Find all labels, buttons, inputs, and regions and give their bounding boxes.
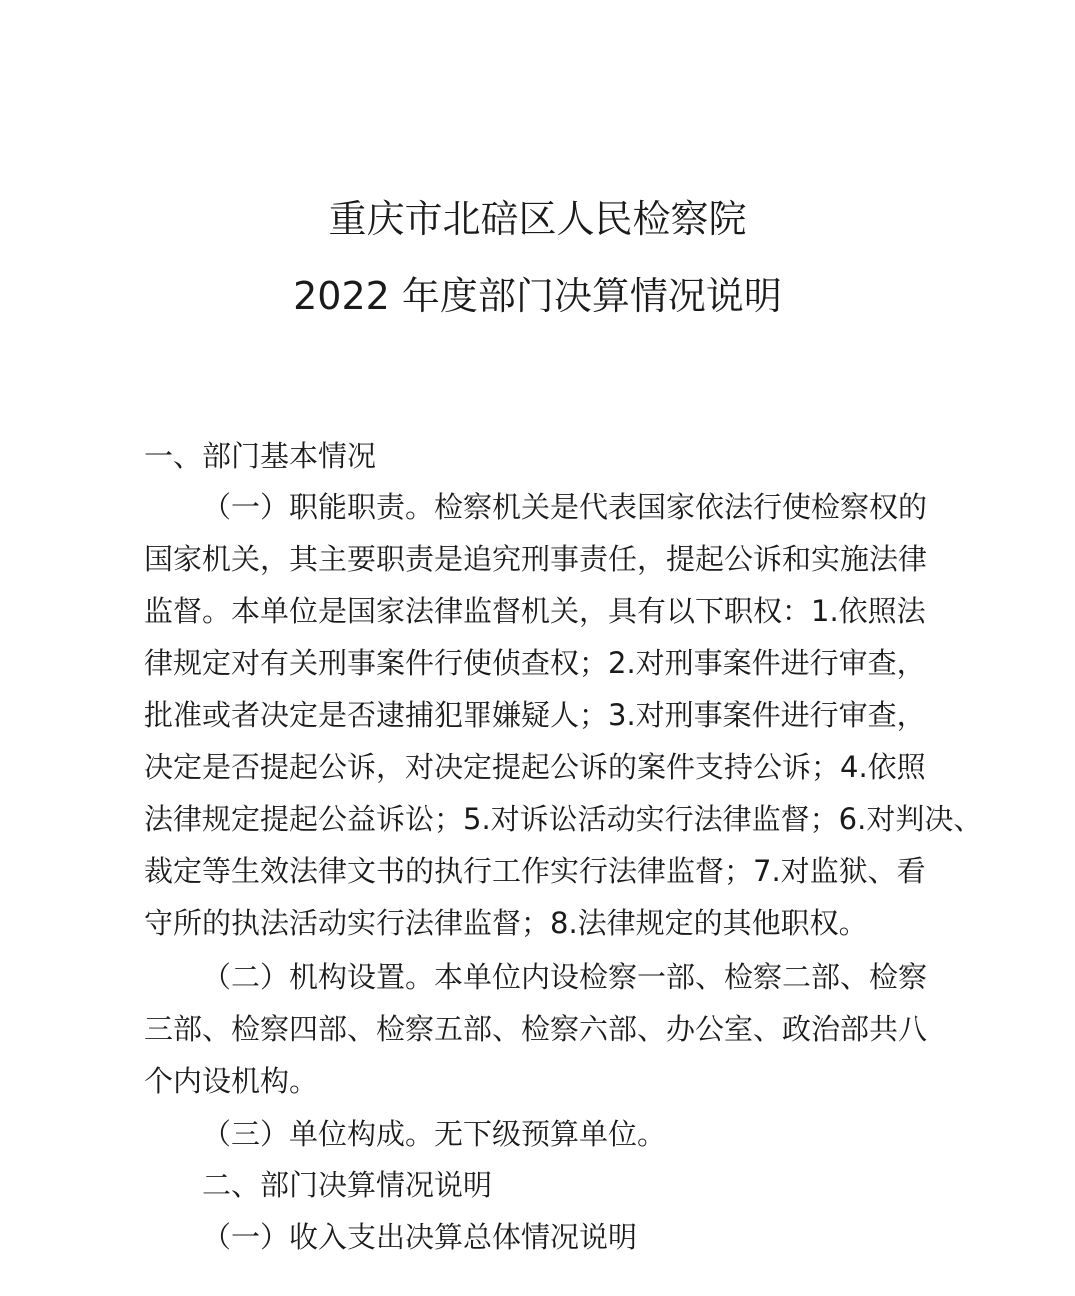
paragraph-line: 决定是否提起公诉，对决定提起公诉的案件支持公诉；4.依照 xyxy=(144,750,926,784)
paragraph-line: 批准或者决定是否逮捕犯罪嫌疑人；3.对刑事案件进行审查， xyxy=(144,698,926,732)
document-title-line-1: 重庆市北碚区人民检察院 xyxy=(328,197,747,241)
paragraph-line: 守所的执法活动实行法律监督；8.法律规定的其他职权。 xyxy=(144,906,868,940)
paragraph-line: （一）职能职责。检察机关是代表国家依法行使检察权的 xyxy=(202,490,928,524)
paragraph-line: （二）机构设置。本单位内设检察一部、检察二部、检察 xyxy=(202,960,928,994)
paragraph-line: 律规定对有关刑事案件行使侦查权；2.对刑事案件进行审查， xyxy=(144,646,926,680)
paragraph-line: 国家机关，其主要职责是追究刑事责任，提起公诉和实施法律 xyxy=(144,542,928,576)
paragraph-line: 三部、检察四部、检察五部、检察六部、办公室、政治部共八 xyxy=(144,1012,928,1046)
paragraph-line: 裁定等生效法律文书的执行工作实行法律监督；7.对监狱、看 xyxy=(144,854,926,888)
section-heading-basic-info: 一、部门基本情况 xyxy=(144,439,377,473)
section-heading-final-accounts: 二、部门决算情况说明 xyxy=(202,1168,493,1202)
document-title-line-2: 2022 年度部门决算情况说明 xyxy=(293,274,782,318)
paragraph-line: 法律规定提起公益诉讼；5.对诉讼活动实行法律监督；6.对判决、 xyxy=(144,802,983,836)
subsection-heading-income-expense: （一）收入支出决算总体情况说明 xyxy=(202,1220,638,1254)
paragraph-line: 个内设机构。 xyxy=(144,1064,319,1098)
paragraph-unit-composition: （三）单位构成。无下级预算单位。 xyxy=(202,1117,667,1151)
paragraph-line: 监督。本单位是国家法律监督机关，具有以下职权：1.依照法 xyxy=(144,594,926,628)
